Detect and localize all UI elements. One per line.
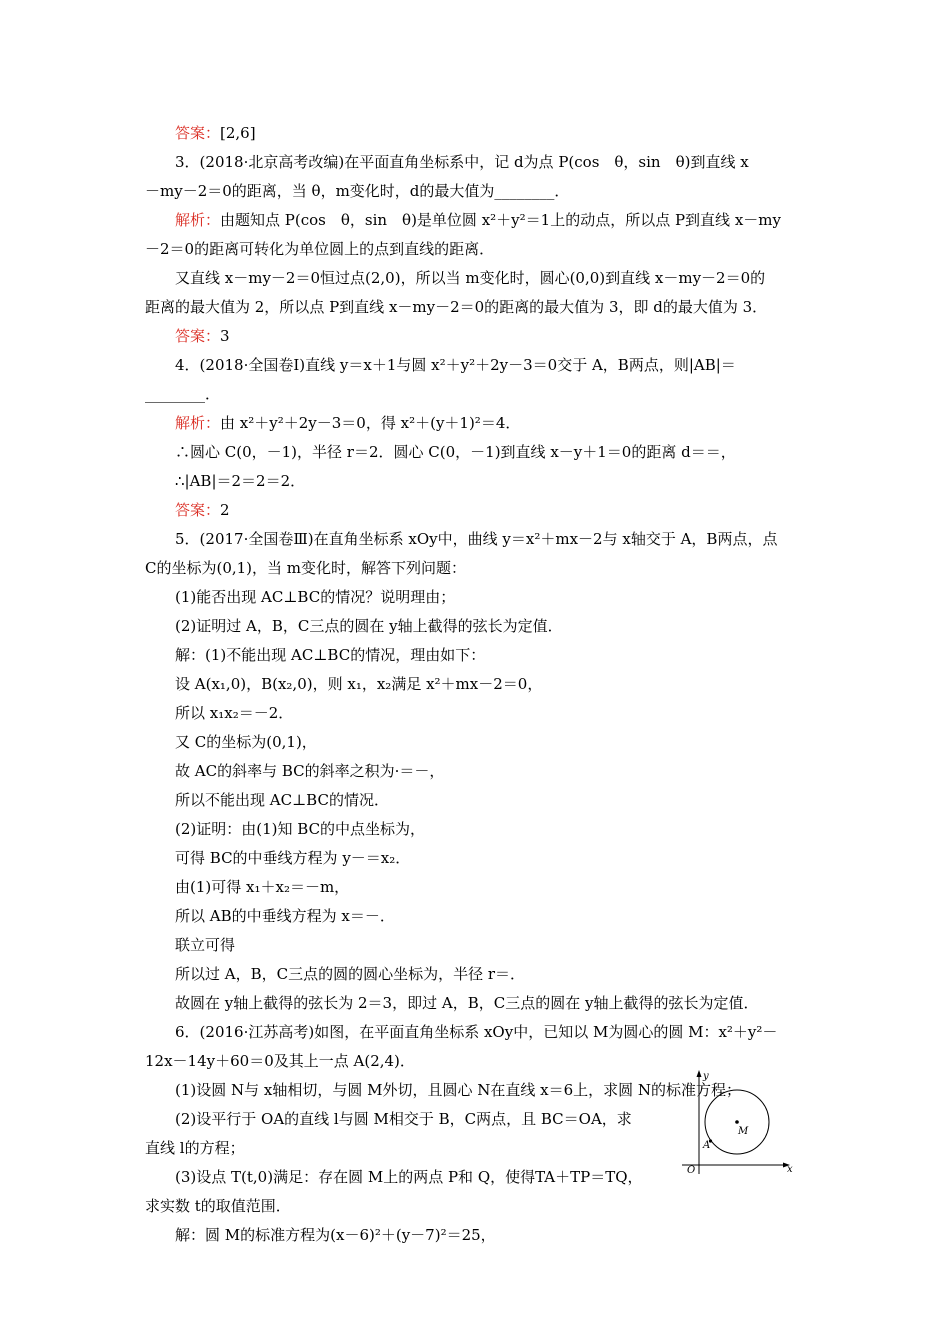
- q5-solution-line: 所以 AB的中垂线方程为 x＝－．: [175, 907, 395, 925]
- q6-solution-line: 解：圆 M的标准方程为(x－6)²＋(y－7)²＝25，: [175, 1226, 496, 1244]
- answer-text: 3: [220, 327, 230, 345]
- q5-solution-line: 所以 x₁x₂＝－2．: [175, 704, 294, 722]
- q5-solution-line: 所以不能出现 AC⊥BC的情况．: [175, 791, 389, 809]
- q5-solution-line: 由(1)可得 x₁＋x₂＝－m，: [175, 878, 350, 896]
- q5-part-1: (1)能否出现 AC⊥BC的情况？说明理由；: [175, 588, 456, 606]
- q5-solution-line: 解：(1)不能出现 AC⊥BC的情况，理由如下：: [175, 646, 486, 664]
- point-a-label: A: [703, 1140, 711, 1151]
- q6-part-2: (2)设平行于 OA的直线 l与圆 M相交于 B，C两点，且 BC＝OA，求: [175, 1110, 632, 1128]
- answer-line: [175, 326, 230, 346]
- answer-label: 答案：: [175, 124, 221, 142]
- y-axis-label: y: [703, 1071, 709, 1082]
- y-axis-arrow: [697, 1070, 702, 1077]
- center-m-dot: [735, 1120, 739, 1124]
- q6-part-3-cont: 求实数 t的取值范围．: [145, 1197, 291, 1215]
- q6-part-2-cont: 直线 l的方程；: [145, 1139, 245, 1157]
- answer-text: [2,6]: [220, 124, 256, 142]
- q5-line-2: C的坐标为(0,1)，当 m变化时，解答下列问题：: [145, 559, 467, 577]
- q5-solution-line: 可得 BC的中垂线方程为 y－＝x₂．: [175, 849, 411, 867]
- answer-label: 答案：: [175, 501, 221, 519]
- q5-line-1: 5．(2017·全国卷Ⅲ)在直角坐标系 xOy中，曲线 y＝x²＋mx－2与 x轴交于 A，B两点，点: [175, 530, 778, 548]
- q3-line-1: 3．(2018·北京高考改编)在平面直角坐标系中，记 d为点 P(cos θ，sin θ)到直线 x: [175, 153, 749, 171]
- q5-solution-line: 故 AC的斜率与 BC的斜率之积为·＝－，: [175, 762, 445, 780]
- q5-solution-line: (2)证明：由(1)知 BC的中点坐标为，: [175, 820, 426, 838]
- q6-part-3: (3)设点 T(t,0)满足：存在圆 M上的两点 P和 Q，使得TA＋TP＝TQ，: [175, 1168, 643, 1186]
- q6-line-2: 12x－14y＋60＝0及其上一点 A(2,4)．: [145, 1052, 415, 1070]
- q5-solution-line: 联立可得: [175, 936, 236, 954]
- q5-solution-line: 又 C的坐标为(0,1)，: [175, 733, 317, 751]
- analysis-line: [175, 413, 520, 433]
- q4-line-2: ________．: [145, 385, 221, 403]
- q3-analysis-line-2: －2＝0的距离可转化为单位圆上的点到直线的距离．: [145, 240, 495, 258]
- answer-line: [175, 500, 230, 520]
- q4-analysis-line-3: ∴|AB|＝2＝2＝2．: [175, 472, 306, 490]
- q5-solution-line: 所以过 A，B，C三点的圆的圆心坐标为，半径 r＝．: [175, 965, 526, 983]
- q3-line-2: －my－2＝0的距离，当 θ，m变化时，d的最大值为________．: [145, 182, 570, 200]
- q6-line-1: 6．(2016·江苏高考)如图，在平面直角坐标系 xOy中，已知以 M为圆心的圆 M：x²＋y²－: [175, 1023, 778, 1041]
- q5-part-2: (2)证明过 A，B，C三点的圆在 y轴上截得的弦长为定值．: [175, 617, 563, 635]
- answer-line: [175, 123, 256, 143]
- q4-line-1: 4．(2018·全国卷Ⅰ)直线 y＝x＋1与圆 x²＋y²＋2y－3＝0交于 A，B两点，则|AB|＝: [175, 356, 736, 374]
- analysis-label: 解析：: [175, 211, 221, 229]
- analysis-text: 由题知点 P(cos θ，sin θ)是单位圆 x²＋y²＝1上的动点，所以点 P到直线 x－my: [220, 211, 781, 229]
- circle-diagram: [672, 1066, 796, 1178]
- analysis-label: 解析：: [175, 414, 221, 432]
- answer-label: 答案：: [175, 327, 221, 345]
- answer-text: 2: [220, 501, 230, 519]
- q4-analysis-line-2: ∴圆心 C(0，－1)，半径 r＝2．圆心 C(0，－1)到直线 x－y＋1＝0的距离 d＝＝，: [175, 443, 736, 461]
- q3-analysis-line-3: 又直线 x－my－2＝0恒过点(2,0)，所以当 m变化时，圆心(0,0)到直线 x－my－2＝0的: [175, 269, 766, 287]
- analysis-line: [175, 210, 781, 230]
- x-axis-label: x: [787, 1164, 793, 1175]
- q6-part-1: (1)设圆 N与 x轴相切，与圆 M外切，且圆心 N在直线 x＝6上，求圆 N的标准方程；: [175, 1081, 742, 1099]
- q3-analysis-line-4: 距离的最大值为 2，所以点 P到直线 x－my－2＝0的距离的最大值为 3，即 d的最大值为 3．: [145, 298, 768, 316]
- center-m-label: M: [738, 1126, 749, 1137]
- origin-label: O: [687, 1165, 696, 1176]
- q5-solution-line: 故圆在 y轴上截得的弦长为 2＝3，即过 A，B，C三点的圆在 y轴上截得的弦长为定值．: [175, 994, 759, 1012]
- analysis-text: 由 x²＋y²＋2y－3＝0，得 x²＋(y＋1)²＝4．: [220, 414, 521, 432]
- q5-solution-line: 设 A(x₁,0)，B(x₂,0)，则 x₁，x₂满足 x²＋mx－2＝0，: [175, 675, 543, 693]
